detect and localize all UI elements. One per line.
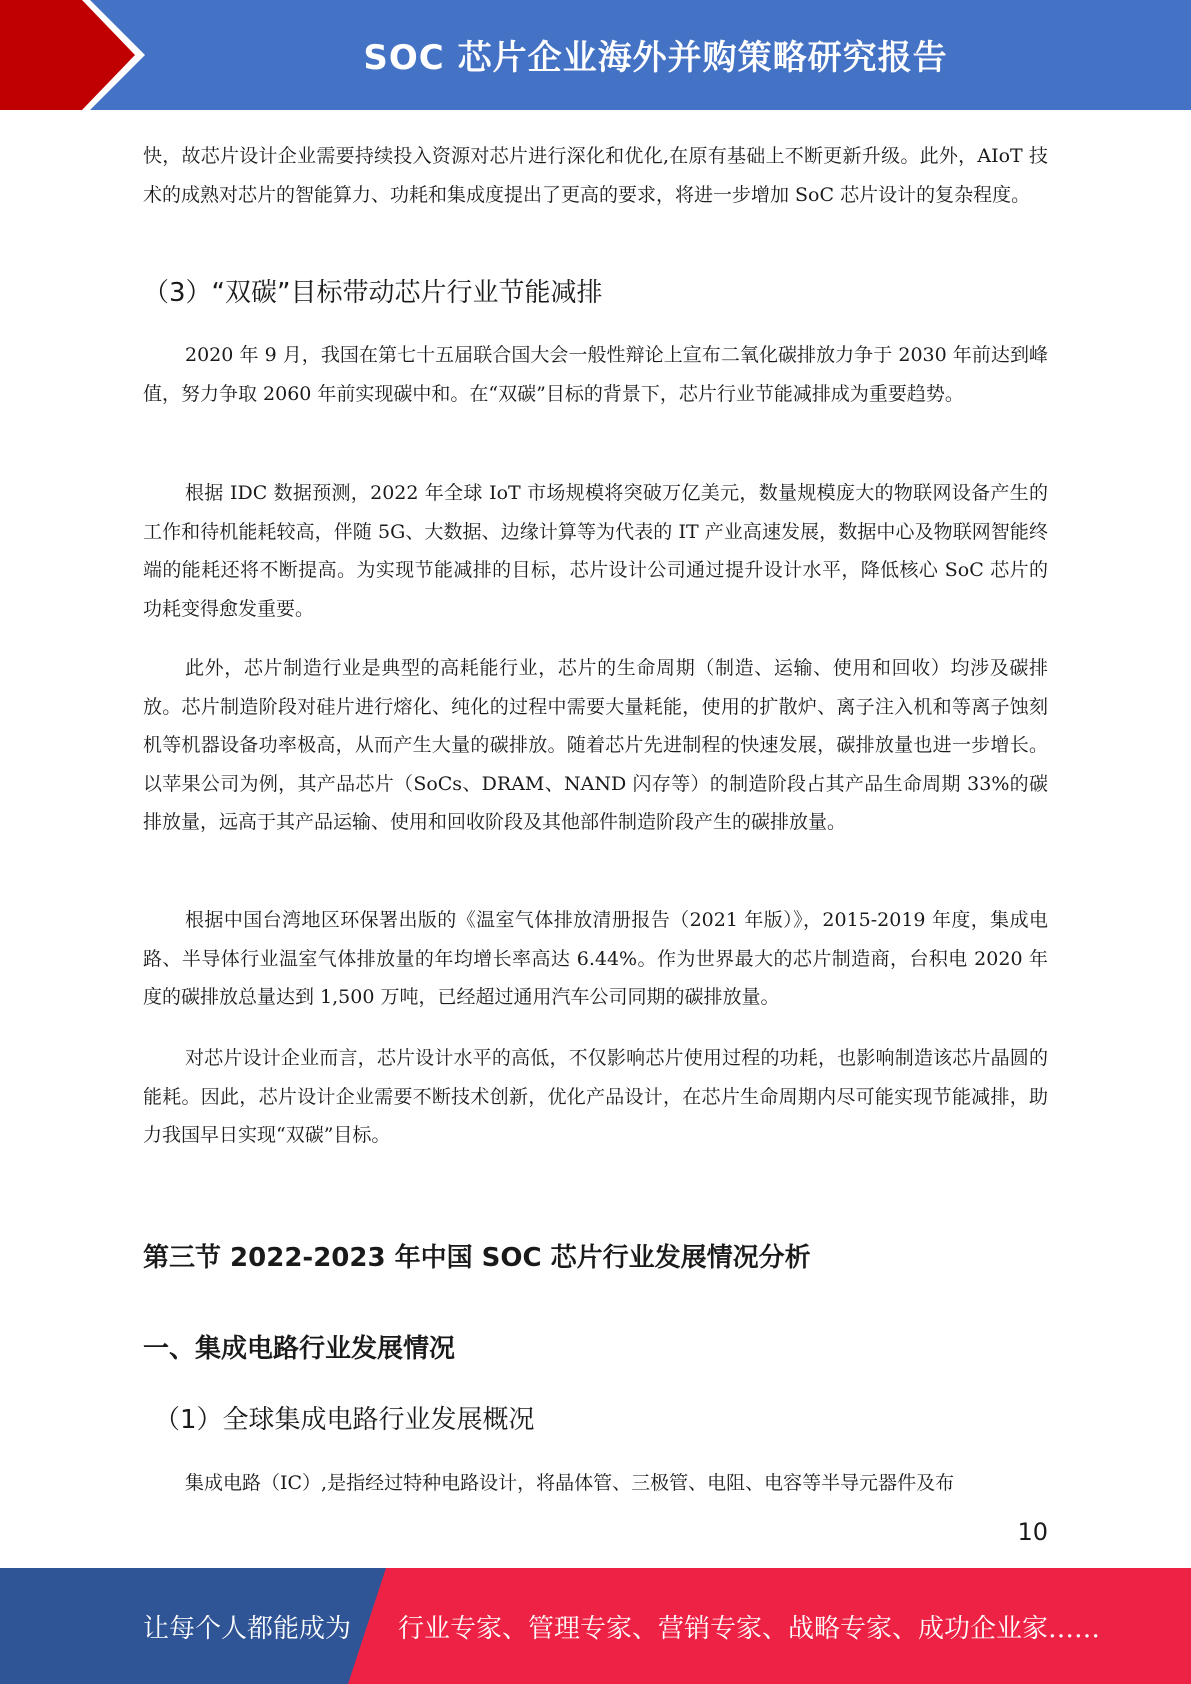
paragraph-block: [143, 474, 1048, 628]
paragraph: 对芯片设计企业而言，芯片设计水平的高低，不仅影响芯片使用过程的功耗，也影响制造该芯片晶圆的能耗。因此，芯片设计企业需要不断技术创新，优化产品设计，在芯片生命周期内尽可能实现节能减排，助力我国早日实现“双碳”目标。: [143, 1047, 1048, 1146]
report-title: SOC 芯片企业海外并购策略研究报告: [363, 38, 948, 78]
footer-slogan-left: 让每个人都能成为: [143, 1614, 352, 1644]
page-header: [0, 0, 1191, 110]
page-number: 10: [1017, 1518, 1048, 1546]
subsection-heading-global: （1）全球集成电路行业发展概况: [154, 1405, 535, 1435]
paragraph: 2020 年 9 月，我国在第七十五届联合国大会一般性辩论上宣布二氧化碳排放力争于 2030 年前达到峰值，努力争取 2060 年前实现碳中和。在“双碳”目标的背景下，芯片行业节能减排成为重要趋势。: [143, 344, 1048, 405]
paragraph: 此外，芯片制造行业是典型的高耗能行业，芯片的生命周期（制造、运输、使用和回收）均涉及碳排放。芯片制造阶段对硅片进行熔化、纯化的过程中需要大量耗能，使用的扩散炉、离子注入机和等离子蚀刻机等机器设备功率极高，从而产生大量的碳排放。随着芯片先进制程的快速发展，碳排放量也进一步增长。以苹果公司为例，其产品芯片（SoCs、DRAM、NAND 闪存等）的制造阶段占其产品生命周期 33%的碳排放量，远高于其产品运输、使用和回收阶段及其他部件制造阶段产生的碳排放量。: [143, 657, 1048, 833]
paragraph: 集成电路（IC）,是指经过特种电路设计，将晶体管、三极管、电阻、电容等半导元器件及布: [185, 1472, 955, 1494]
paragraph-block: [143, 336, 1048, 413]
page-footer: [0, 1568, 1191, 1684]
paragraph-block: [143, 901, 1048, 1017]
paragraph: 根据 IDC 数据预测，2022 年全球 IoT 市场规模将突破万亿美元，数量规模庞大的物联网设备产生的工作和待机能耗较高，伴随 5G、大数据、边缘计算等为代表的 IT 产业高速发展，数据中心及物联网智能终端的能耗还将不断提高。为实现节能减排的目标，芯片设计公司通过提升设计水平，降低核心 SoC 芯片的功耗变得愈发重要。: [143, 482, 1048, 620]
paragraph-continuation: [143, 137, 1048, 214]
subsection-heading-carbon: （3）“双碳”目标带动芯片行业节能减排: [143, 278, 603, 308]
section-title: 第三节 2022-2023 年中国 SOC 芯片行业发展情况分析: [143, 1243, 811, 1273]
paragraph-block: [143, 1039, 1048, 1155]
paragraph-block: [143, 649, 1048, 842]
chapter-heading: 一、集成电路行业发展情况: [143, 1334, 456, 1364]
paragraph: 根据中国台湾地区环保署出版的《温室气体排放清册报告（2021 年版）》，2015-2019 年度，集成电路、半导体行业温室气体排放量的年均增长率高达 6.44%。作为世界最大的芯片制造商，台积电 2020 年度的碳排放总量达到 1,500 万吨，已经超过通用汽车公司同期的碳排放量。: [143, 909, 1048, 1008]
footer-slogan-right: 行业专家、管理专家、营销专家、战略专家、成功企业家……: [398, 1614, 1101, 1644]
paragraph-block: [143, 1464, 1048, 1503]
paragraph: 快，故芯片设计企业需要持续投入资源对芯片进行深化和优化,在原有基础上不断更新升级。此外，AIoT 技术的成熟对芯片的智能算力、功耗和集成度提出了更高的要求，将进一步增加 SoC 芯片设计的复杂程度。: [143, 145, 1048, 206]
